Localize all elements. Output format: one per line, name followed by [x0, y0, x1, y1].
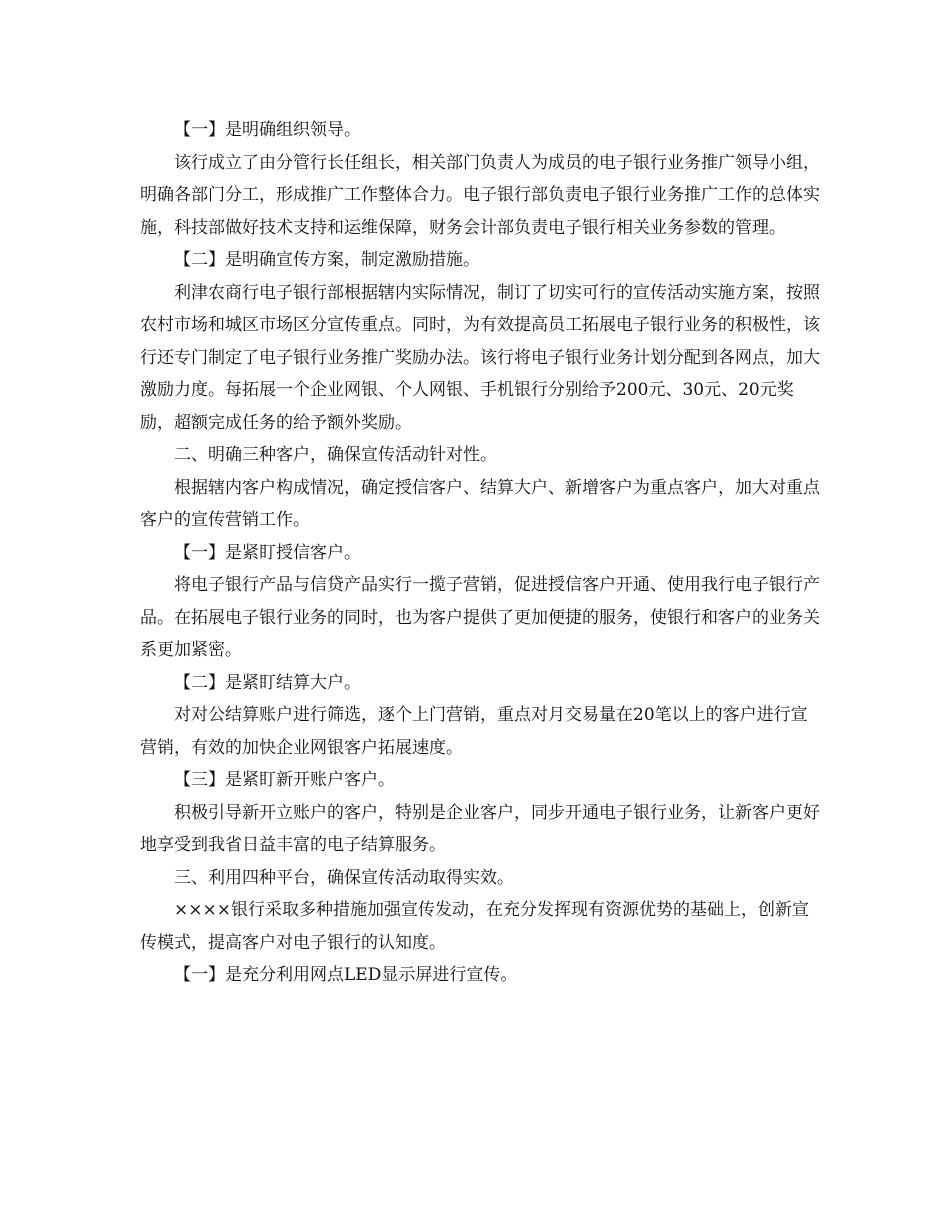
- paragraph-body-1: 该行成立了由分管行长任组长，相关部门负责人为成员的电子银行业务推广领导小组，明确各部门分工，形成推广工作整体合力。电子银行部负责电子银行业务推广工作的总体实施，科技部做好技术支持和运维保障，财务会计部负责电子银行相关业务参数的管理。: [140, 152, 820, 238]
- paragraph-body-2: 利津农商行电子银行部根据辖内实际情况，制订了切实可行的宣传活动实施方案，按照农村市场和城区市场区分宣传重点。同时，为有效提高员工拓展电子银行业务的积极性，该行还专门制定了电子银行业务推广奖励办法。该行将电子银行业务计划分配到各网点，加大激励力度。每拓展一个企业网银、个人网银、手机银行分别给予200元、30元、20元奖励，超额完成任务的给予额外奖励。: [140, 282, 820, 433]
- paragraph-heading-1: 【一】是明确组织领导。: [174, 120, 361, 140]
- paragraph-body-6: 积极引导新开立账户的客户，特别是企业客户，同步开通电子银行业务，让新客户更好地享受到我省日益丰富的电子结算服务。: [140, 802, 820, 855]
- paragraph-body-4: 将电子银行产品与信贷产品实行一揽子营销，促进授信客户开通、使用我行电子银行产品。在拓展电子银行业务的同时，也为客户提供了更加便捷的服务，使银行和客户的业务关系更加紧密。: [140, 575, 820, 660]
- paragraph-heading-5: 【三】是紧盯新开账户客户。: [174, 770, 395, 790]
- paragraph-heading-4: 【二】是紧盯结算大户。: [174, 672, 361, 693]
- paragraph-body-3: 根据辖内客户构成情况，确定授信客户、结算大户、新增客户为重点客户，加大对重点客户的宣传营销工作。: [140, 477, 820, 530]
- paragraph-body-5: 对对公结算账户进行筛选，逐个上门营销，重点对月交易量在20笔以上的客户进行宣营销，有效的加快企业网银客户拓展速度。: [140, 705, 808, 758]
- paragraph-heading-2: 【二】是明确宣传方案，制定激励措施。: [174, 250, 480, 270]
- paragraph-heading-6: 【一】是充分利用网点LED显示屏进行宣传。: [174, 965, 518, 985]
- paragraph-body-7: ××××银行采取多种措施加强宣传发动，在充分发挥现有资源优势的基础上，创新宣传模式，提高客户对电子银行的认知度。: [140, 900, 809, 953]
- section-heading-3: 三、利用四种平台，确保宣传活动取得实效。: [174, 867, 514, 888]
- document-body: [140, 114, 820, 992]
- paragraph-heading-3: 【一】是紧盯授信客户。: [174, 542, 361, 563]
- section-heading-2: 二、明确三种客户，确保宣传活动针对性。: [174, 445, 497, 465]
